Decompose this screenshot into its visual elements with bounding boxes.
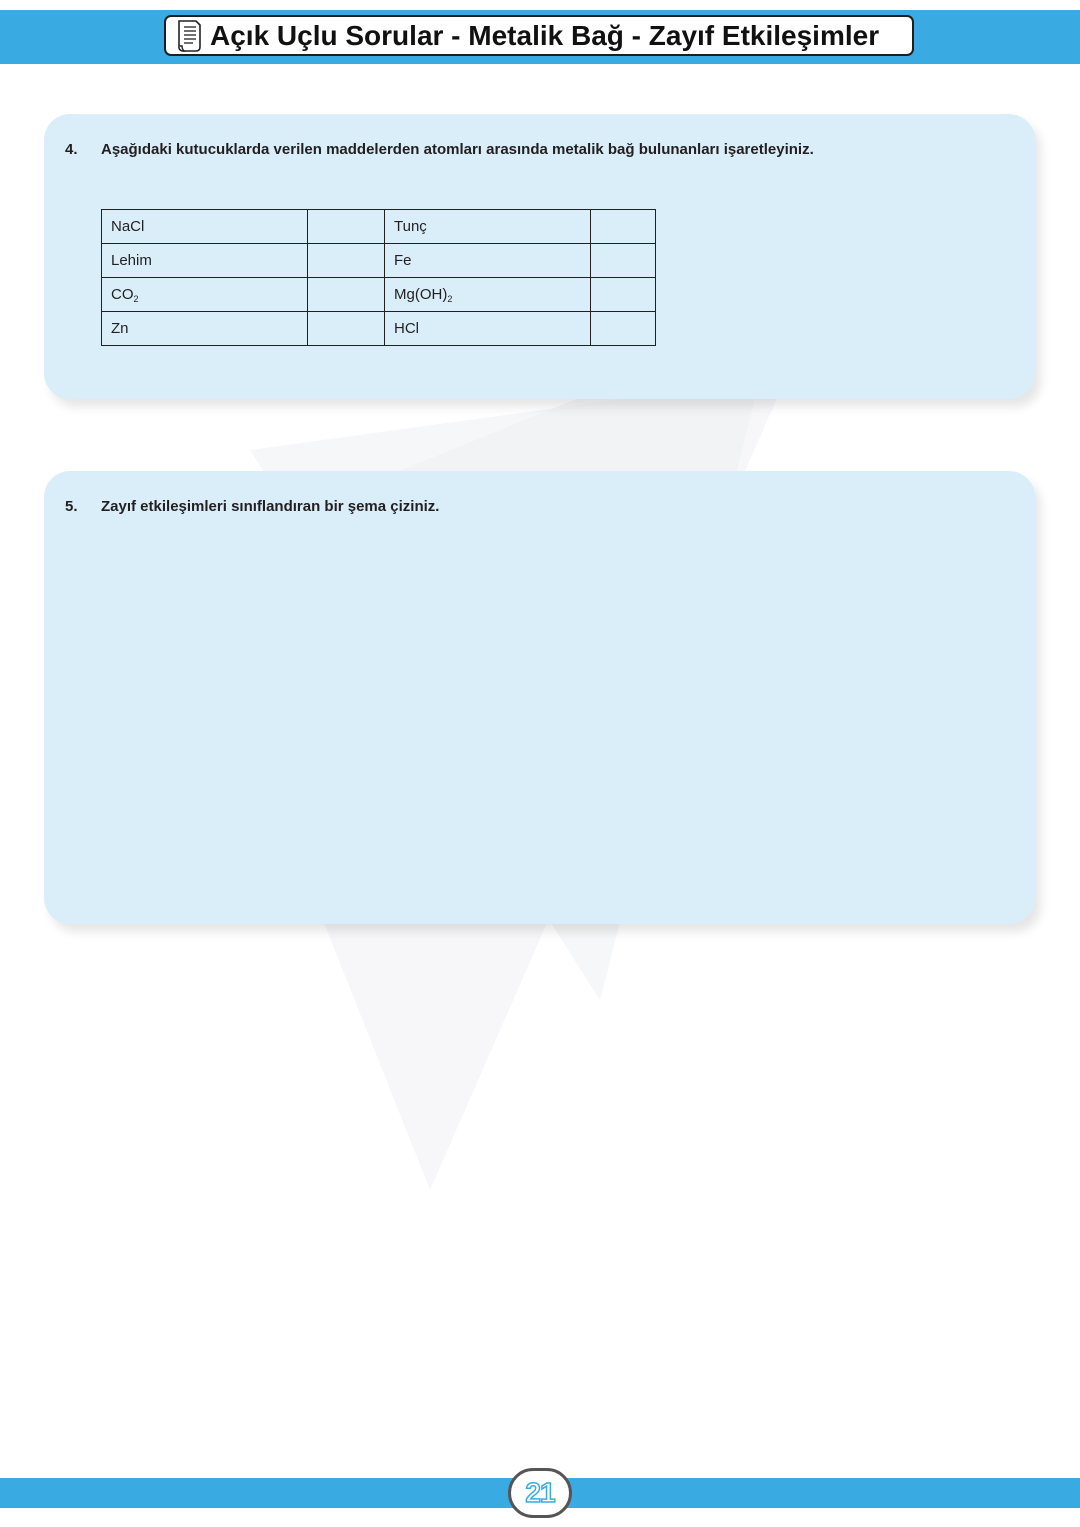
substance-subscript: 2 xyxy=(447,293,453,304)
checkbox-cell[interactable] xyxy=(591,278,656,312)
substance-name: Fe xyxy=(394,251,412,269)
substance-cell xyxy=(102,244,308,278)
substance-cell xyxy=(385,312,591,346)
question-number: 5. xyxy=(65,498,78,515)
table-row xyxy=(102,278,656,312)
question-number: 4. xyxy=(65,141,78,158)
table-row xyxy=(102,210,656,244)
substance-subscript: 2 xyxy=(133,293,139,304)
checkbox-cell[interactable] xyxy=(591,210,656,244)
substance-name: Zn xyxy=(111,319,129,337)
checkbox-cell[interactable] xyxy=(308,210,385,244)
checkbox-cell[interactable] xyxy=(591,312,656,346)
substance-cell xyxy=(385,278,591,312)
page-number: 21 xyxy=(525,1477,555,1508)
substance-cell xyxy=(385,244,591,278)
substance-name: HCl xyxy=(394,319,419,337)
question-text: Zayıf etkileşimleri sınıflandıran bir şema çiziniz. xyxy=(101,498,440,515)
substance-name: CO xyxy=(111,285,134,303)
substance-cell xyxy=(102,312,308,346)
substance-name: Tunç xyxy=(394,217,427,235)
substance-name: NaCl xyxy=(111,217,145,235)
substance-name: Lehim xyxy=(111,251,152,269)
table-row xyxy=(102,244,656,278)
substance-cell xyxy=(385,210,591,244)
checkbox-cell[interactable] xyxy=(308,312,385,346)
checkbox-cell[interactable] xyxy=(308,244,385,278)
substance-cell xyxy=(102,210,308,244)
checkbox-cell[interactable] xyxy=(591,244,656,278)
checkbox-cell[interactable] xyxy=(308,278,385,312)
page-number-badge xyxy=(508,1468,572,1518)
page-title: Açık Uçlu Sorular - Metalik Bağ - Zayıf Etkileşimler xyxy=(210,19,880,51)
question-5-panel xyxy=(44,471,1035,924)
substance-cell xyxy=(102,278,308,312)
table-row xyxy=(102,312,656,346)
question-4-panel xyxy=(44,114,1035,399)
substance-table xyxy=(101,209,656,346)
substance-name: Mg(OH) xyxy=(394,285,448,303)
question-text: Aşağıdaki kutucuklarda verilen maddelerden atomları arasında metalik bağ bulunanları işaretleyiniz. xyxy=(101,141,814,158)
